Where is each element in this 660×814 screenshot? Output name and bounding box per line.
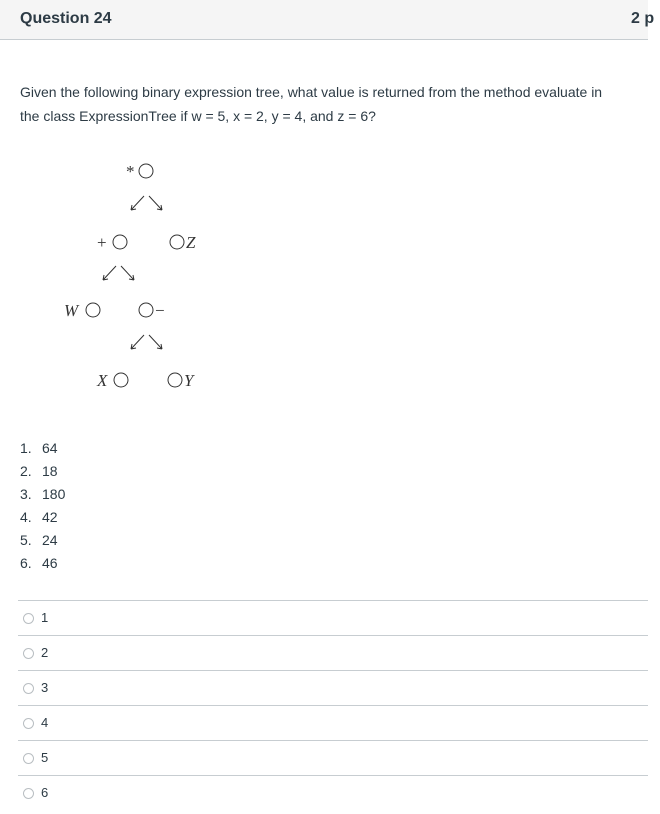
question-line-1: Given the following binary expression tree, what value is returned from the method evaluate in [20,84,603,100]
tree-root-node [139,164,153,178]
option-3[interactable] [18,670,648,705]
list-item: 2. 18 [20,463,58,479]
option-5[interactable] [18,740,648,775]
tree-w-node [86,303,100,317]
radio-button[interactable] [23,753,34,764]
tree-z-node [170,235,184,249]
list-item: 6. 46 [20,555,58,571]
option-1[interactable] [18,600,648,635]
option-label[interactable]: 1 [41,610,49,625]
tree-root-right-arrow [149,196,162,210]
tree-z-label: Z [186,233,196,252]
tree-minus-node [139,303,153,317]
option-label[interactable]: 2 [41,645,49,660]
option-4[interactable] [18,705,648,740]
list-item: 5. 24 [20,532,58,548]
tree-x-label: X [97,371,108,390]
tree-x-node [114,373,128,387]
tree-minus-operator: − [155,301,165,320]
tree-plus-left-arrow [103,266,116,280]
question-header [0,0,655,40]
radio-button[interactable] [23,613,34,624]
answer-choices-list [20,437,65,575]
option-label[interactable]: 6 [41,785,49,800]
option-label[interactable]: 5 [41,750,49,765]
tree-minus-right-arrow [149,335,162,349]
option-6[interactable] [18,775,648,810]
tree-y-node [168,373,182,387]
list-item: 4. 42 [20,509,58,525]
question-line-2: the class ExpressionTree if w = 5, x = 2, y = 4, and z = 6? [20,108,376,124]
tree-y-label: Y [184,371,194,390]
list-item: 1. 64 [20,440,58,456]
tree-root-operator: * [126,162,135,181]
radio-button[interactable] [23,788,34,799]
question-text [20,80,660,128]
list-item: 3. 180 [20,486,66,502]
radio-button[interactable] [23,683,34,694]
radio-button[interactable] [23,648,34,659]
option-2[interactable] [18,635,648,670]
tree-w-label: W [64,301,79,320]
radio-button[interactable] [23,718,34,729]
tree-minus-left-arrow [131,335,144,349]
option-label[interactable]: 4 [41,715,49,730]
expression-tree-diagram [0,140,300,400]
tree-root-left-arrow [131,196,144,210]
tree-plus-operator: + [97,233,107,252]
tree-plus-node [113,235,127,249]
question-points: 2 p [631,10,655,27]
answer-options [18,600,648,810]
tree-plus-right-arrow [121,266,134,280]
option-label[interactable]: 3 [41,680,49,695]
question-title: Question 24 [20,10,112,27]
